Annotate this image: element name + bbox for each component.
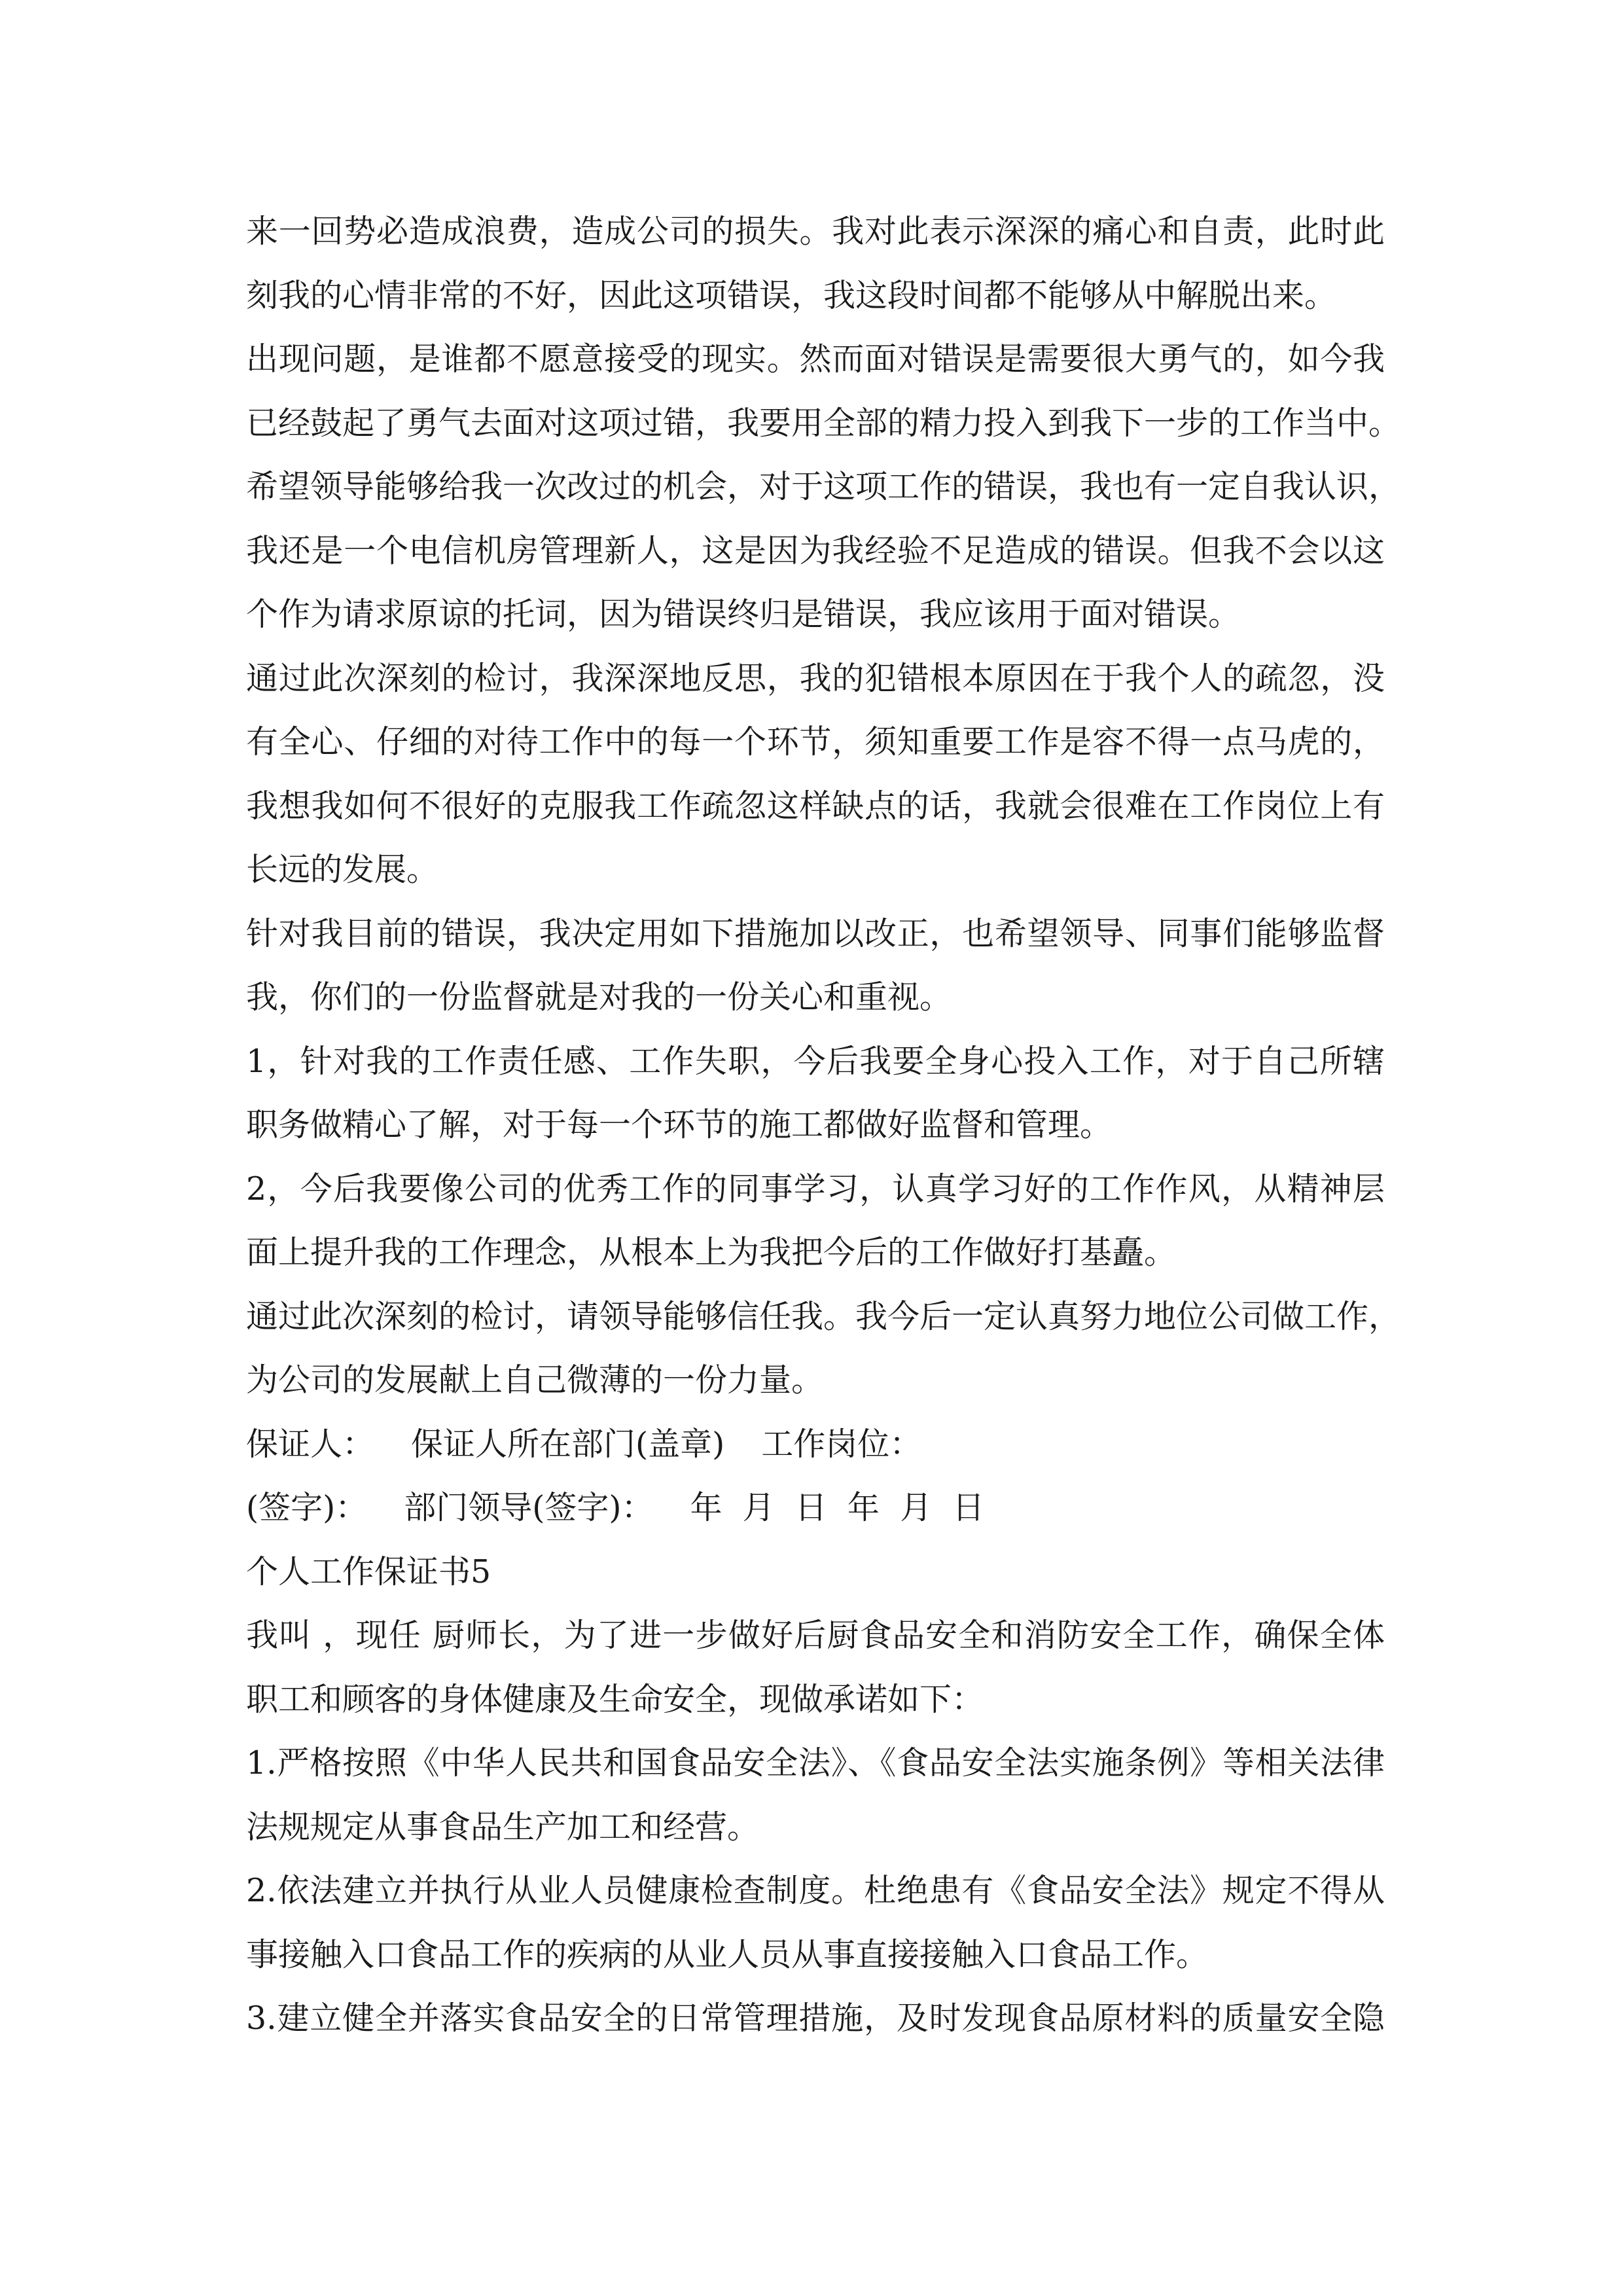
text-line: 已经鼓起了勇气去面对这项过错，我要用全部的精力投入到我下一步的工作当中。 <box>246 404 1401 442</box>
text-line: 通过此次深刻的检讨，请领导能够信任我。我今后一定认真努力地位公司做工作， <box>246 1297 1401 1335</box>
text-line: 针对我目前的错误，我决定用如下措施加以改正，也希望领导、同事们能够监督 <box>246 914 1385 952</box>
signature-label: (签字)： <box>246 1489 368 1526</box>
paragraph-group-1 <box>246 200 1401 1412</box>
text-line: 来一回势必造成浪费，造成公司的损失。我对此表示深深的痛心和自责，此时此 <box>246 213 1385 250</box>
text-line: 2.依法建立并执行从业人员健康检查制度。杜绝患有《食品安全法》规定不得从 <box>246 1872 1385 1909</box>
text-line: 职工和顾客的身体健康及生命安全，现做承诺如下： <box>246 1680 984 1718</box>
text-line: 1.严格按照《中华人民共和国食品安全法》、《食品安全法实施条例》等相关法律 <box>246 1744 1385 1782</box>
text-line: 法规规定从事食品生产加工和经营。 <box>246 1808 760 1846</box>
text-line: 2，今后我要像公司的优秀工作的同事学习，认真学习好的工作作风，从精神层 <box>246 1170 1385 1208</box>
paragraph-group-2 <box>246 1604 1385 2051</box>
text-line: 个作为请求原谅的托词，因为错误终归是错误，我应该用于面对错误。 <box>246 596 1241 633</box>
section-title: 个人工作保证书5 <box>246 1552 491 1590</box>
signature-label: 部门领导(签字)： <box>404 1489 654 1526</box>
signature-row-2 <box>246 1476 1385 1540</box>
text-line: 职务做精心了解，对于每一个环节的施工都做好监督和管理。 <box>246 1106 1113 1143</box>
text-line: 通过此次深刻的检讨，我深深地反思，我的犯错根本原因在于我个人的疏忽，没 <box>246 659 1385 697</box>
text-line: 我叫 ，现任 厨师长，为了进一步做好后厨食品安全和消防安全工作，确保全体 <box>246 1617 1385 1654</box>
text-line: 我，你们的一份监督就是对我的一份关心和重视。 <box>246 978 952 1016</box>
text-line: 我还是一个电信机房管理新人，这是因为我经验不足造成的错误。但我不会以这 <box>246 531 1385 569</box>
text-line: 长远的发展。 <box>246 851 439 888</box>
signature-label: 保证人所在部门(盖章) <box>411 1425 725 1463</box>
text-line: 3.建立健全并落实食品安全的日常管理措施，及时发现食品原材料的质量安全隐 <box>246 2000 1385 2037</box>
text-line: 希望领导能够给我一次改过的机会，对于这项工作的错误，我也有一定自我认识， <box>246 468 1401 505</box>
signature-label: 保证人： <box>246 1425 375 1463</box>
text-line: 为公司的发展献上自己微薄的一份力量。 <box>246 1361 824 1399</box>
document-body <box>246 200 1401 2051</box>
text-line: 1，针对我的工作责任感、工作失职，今后我要全身心投入工作，对于自己所辖 <box>246 1042 1385 1080</box>
text-line: 刻我的心情非常的不好，因此这项错误，我这段时间都不能够从中解脱出来。 <box>246 276 1337 314</box>
signature-date: 年 月 日 年 月 日 <box>690 1489 985 1526</box>
signature-label: 工作岗位： <box>761 1425 922 1463</box>
text-line: 面上提升我的工作理念，从根本上为我把今后的工作做好打基矗。 <box>246 1234 1177 1271</box>
text-line: 出现问题，是谁都不愿意接受的现实。然而面对错误是需要很大勇气的，如今我 <box>246 340 1385 378</box>
signature-row-1 <box>246 1412 1385 1477</box>
text-line: 我想我如何不很好的克服我工作疏忽这样缺点的话，我就会很难在工作岗位上有 <box>246 787 1385 825</box>
text-line: 事接触入口食品工作的疾病的从业人员从事直接接触入口食品工作。 <box>246 1935 1209 1973</box>
text-line: 有全心、仔细的对待工作中的每一个环节，须知重要工作是容不得一点马虎的， <box>246 723 1385 761</box>
